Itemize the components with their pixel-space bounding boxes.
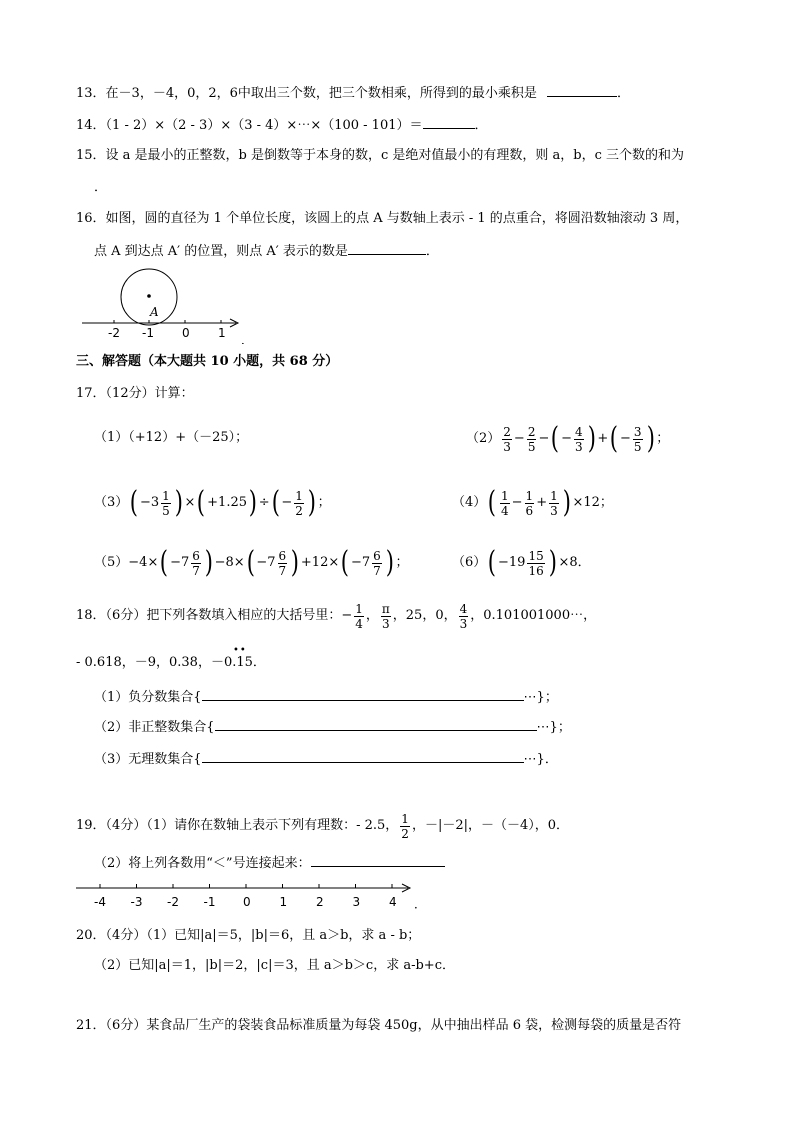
negative-fraction-set-label: （1）负分数集合{: [94, 690, 202, 705]
tick-label: 2: [316, 895, 324, 909]
irrational-set-label: （3）无理数集合{: [94, 752, 202, 767]
q16-text-1: 16．如图，圆的直径为 1 个单位长度，该圆上的点 A 与数轴上表示 - 1 的点重合，将圆沿数轴滚动 3 周，: [76, 211, 689, 226]
q13-text: 13．在－3，－4，0，2，6中取出三个数，把三个数相乘，所得到的最小乘积是: [76, 86, 537, 101]
question-18: 18．（6分）把下列各数填入相应的大括号里： − $\frac{1}{4}$ ， $\frac{\pi}{3}$ ，25，0， $\frac{4}{3}$ ，0.101001000⋯，: [76, 601, 597, 631]
q13-end: ．: [617, 86, 631, 101]
q13-answer-blank[interactable]: [547, 82, 617, 97]
q16-end: ．: [425, 244, 439, 259]
q17-p5-label: （5）: [94, 555, 129, 570]
tick-label: 1: [279, 895, 288, 909]
q19-text: 19．（4分）（1）请你在数轴上表示下列有理数：- 2.5，: [76, 818, 399, 833]
q19-p2-text: （2）将上列各数用“＜”号连接起来：: [94, 856, 311, 871]
tick-label: 4: [389, 895, 397, 909]
q17-title: 17．（12分）计算：: [76, 386, 194, 401]
non-positive-integer-set-blank[interactable]: [215, 716, 537, 731]
tick-label: 1: [218, 326, 226, 340]
tick-label: 0: [182, 326, 190, 340]
q18-nums-1: ，25，0，: [392, 608, 457, 623]
section-3-title: 三、解答题（本大题共 10 小题，共 68 分）: [76, 354, 339, 369]
irrational-set-blank[interactable]: [202, 748, 524, 763]
non-positive-integer-set-label: （2）非正整数集合{: [94, 720, 215, 735]
question-15: [76, 146, 684, 166]
question-19: 19．（4分）（1）请你在数轴上表示下列有理数：- 2.5， $\frac{1}{2}$ ，－|－2|，－（－4），0．: [76, 811, 570, 841]
q16-circle-numberline-figure: [78, 268, 258, 344]
q17-part-6: （6） ( −19 $\frac{15}{16}$ ) ×8．: [452, 545, 591, 580]
q17-part-2: （2） $\frac{2}{3}$ − $\frac{2}{5}$ − ( − $\frac{4}{3}$ ) + ( − $\frac{3}{5}$ ) ；: [466, 421, 670, 456]
q16-text-2: 点 A 到达点 A′ 的位置，则点 A′ 表示的数是: [94, 244, 348, 259]
q17-p6-end: ×8．: [558, 555, 591, 570]
q18-set-3: [94, 748, 558, 770]
q17-p2-end: ；: [656, 431, 670, 446]
set-end: ⋯}；: [536, 720, 571, 735]
q19-after: ，－|－2|，－（－4），0．: [411, 818, 570, 833]
q17-p3-label: （3）: [94, 495, 129, 510]
point-a-label: A: [150, 305, 159, 319]
q17-part-5: （5） −4× ( −7 $\frac{6}{7}$ ) −8× ( −7 $\frac{6}{7}$ ) +12× ( −7 $\frac{6}{7}$ ) ；: [94, 545, 409, 580]
q18-nums-3: - 0.618，－9，0.38，－0.15．: [76, 655, 266, 670]
tick-label: -1: [142, 326, 154, 340]
q18-nums-2: ，0.101001000⋯，: [470, 608, 597, 623]
q18-set-1: [94, 686, 558, 708]
set-end: ⋯}；: [523, 690, 558, 705]
q14-text: 14．（1 - 2）×（2 - 3）×（3 - 4）×⋯×（100 - 101）＝: [76, 118, 423, 133]
q15-text: 15．设 a 是最小的正整数，b 是倒数等于本身的数，c 是绝对值最小的有理数，则 a，b，c 三个数的和为: [76, 148, 685, 163]
q16-line-2: [94, 240, 439, 262]
tick-label: 0: [243, 895, 251, 909]
q14-answer-blank[interactable]: [423, 114, 475, 129]
tick-label: -4: [94, 895, 106, 909]
q15-end: ．: [94, 180, 108, 195]
negative-fraction-set-blank[interactable]: [202, 686, 524, 701]
q20-part-1: 20．（4分）（1）已知|a|＝5，|b|＝6，且 a＞b，求 a - b；: [76, 928, 421, 943]
q17-part-4: （4） ( $\frac{1}{4}$ − $\frac{1}{6}$ + $\frac{1}{3}$ ) ×12；: [452, 485, 613, 520]
tick-label: -3: [130, 895, 143, 909]
q15-end-line: [94, 176, 107, 198]
tick-label: 3: [352, 895, 361, 909]
q18-text: 18．（6分）把下列各数填入相应的大括号里：: [76, 608, 342, 623]
tick-label: -1: [203, 895, 216, 909]
q19-part-2: [94, 852, 445, 874]
question-16: [76, 209, 688, 229]
tick-label: -2: [167, 895, 179, 909]
set-end: ⋯}．: [523, 752, 558, 767]
q16-answer-blank[interactable]: [348, 240, 426, 255]
q17-p4-end: ×12；: [572, 495, 613, 510]
q17-p5-end: ；: [395, 555, 409, 570]
q17-p3-end: ；: [317, 495, 331, 510]
q14-end: ．: [474, 118, 488, 133]
q17-p6-label: （6）: [452, 555, 487, 570]
repeating-decimal-dots: ••: [233, 645, 247, 656]
q17-p2-label: （2）: [466, 431, 501, 446]
circle-center-dot: [147, 294, 151, 298]
q19-number-line: [76, 878, 426, 912]
question-14: [76, 114, 488, 136]
q17-part-3: （3） ( −3 $\frac{1}{5}$ ) × ( +1.25 ) ÷ ( − $\frac{1}{2}$ ) ；: [94, 485, 331, 520]
figure-trail: ．: [241, 333, 254, 344]
q18-set-2: [94, 716, 571, 738]
q20-part-2: （2）已知|a|＝1，|b|＝2，|c|＝3，且 a＞b＞c，求 a-b+c．: [94, 958, 455, 973]
question-21: 21．（6分）某食品厂生产的袋装食品标准质量为每袋 450g，从中抽出样品 6 袋，检测每袋的质量是否符: [76, 1018, 682, 1033]
tick-label: -2: [108, 326, 120, 340]
q17-part-1: （1）（+12）+（－25）；: [94, 430, 249, 445]
question-13: [76, 82, 630, 104]
q17-p4-label: （4）: [452, 495, 487, 510]
q19-answer-blank[interactable]: [311, 852, 445, 867]
figure-trail: ．: [414, 897, 426, 911]
